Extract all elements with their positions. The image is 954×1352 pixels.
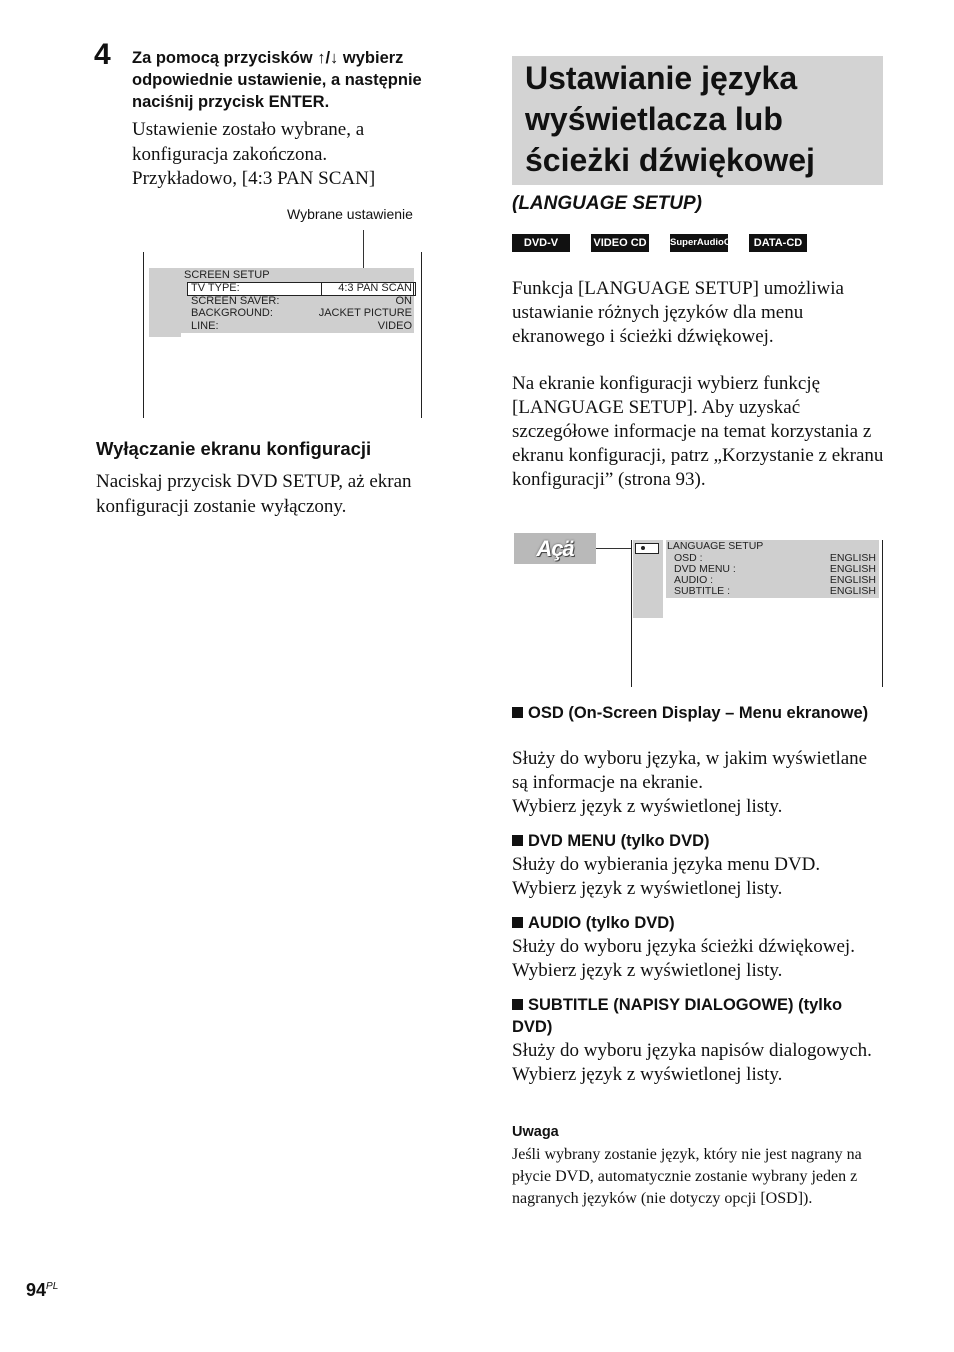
language-row-value: ENGLISH (829, 584, 876, 597)
screen-row-label: LINE: (191, 319, 219, 332)
language-tab-icon (635, 543, 659, 554)
screen-row-value: 4:3 PAN SCAN (338, 282, 412, 294)
language-setup-title: LANGUAGE SETUP (667, 540, 764, 552)
screen-row-value: JACKET PICTURE (318, 307, 412, 319)
badge-super-audio-cd: SuperAudioCD (670, 234, 728, 252)
item-osd-body: Służy do wyboru języka, w jakim wyświetlane są informacje na ekranie. Wybierz język z wyświetlonej listy. (512, 748, 868, 817)
badge-dvd-v: DVD-V (512, 234, 570, 252)
badge-data-cd: DATA-CD (749, 234, 807, 252)
step-instruction: Za pomocą przycisków ↑/↓ wybierz odpowiednie ustawienie, a następnie naciśnij przycisk ENTER. (132, 49, 422, 111)
item-subtitle-body: Służy do wyboru języka napisów dialogowych. Wybierz język z wyświetlonej listy. (512, 1040, 872, 1085)
language-row-value: ENGLISH (829, 573, 876, 586)
bullet-square-icon (512, 999, 523, 1010)
step-number: 4 (94, 38, 111, 71)
item-dvd-menu-heading: DVD MENU (tylko DVD) (512, 830, 884, 852)
icon-leader-line (596, 548, 632, 549)
screen-row-value: VIDEO (377, 319, 412, 332)
language-setup-illustration (631, 540, 883, 687)
intro-paragraph: Funkcja [LANGUAGE SETUP] umożliwia ustawianie różnych języków dla menu ekranowego i ścieżki dźwiękowej. (512, 278, 844, 347)
bullet-square-icon (512, 835, 523, 846)
language-row-label: OSD : (674, 551, 703, 564)
item-audio-body: Służy do wyboru języka ścieżki dźwiękowej. Wybierz język z wyświetlonej listy. (512, 936, 855, 981)
section-title: Ustawianie języka wyświetlacza lub ścieżki dźwiękowej (525, 60, 815, 178)
turn-off-body: Naciskaj przycisk DVD SETUP, aż ekran konfiguracji zostanie wyłączony. (96, 471, 412, 517)
screen-row-label: TV TYPE: (191, 282, 240, 294)
turn-off-heading: Wyłączanie ekranu konfiguracji (96, 438, 372, 459)
language-row-label: SUBTITLE : (674, 584, 731, 597)
section-subtitle: (LANGUAGE SETUP) (512, 193, 702, 214)
bullet-square-icon (512, 917, 523, 928)
instructions-paragraph: Na ekranie konfiguracji wybierz funkcję [LANGUAGE SETUP]. Aby uzyskać szczegółowe informacje na temat korzystania z ekranu konfiguracji, patrz „Korzystanie z ekranu konfiguracji” (strona 93). (512, 373, 884, 490)
bullet-square-icon (512, 707, 523, 718)
item-subtitle-heading: SUBTITLE (NAPISY DIALOGOWE) (tylko DVD) (512, 996, 843, 1036)
language-row-value: ENGLISH (829, 551, 876, 564)
screen-row-value: ON (395, 294, 412, 307)
callout-label: Wybrane ustawienie (287, 206, 413, 222)
screen-row-label: BACKGROUND: (191, 307, 273, 319)
screen-row-label: SCREEN SAVER: (191, 294, 280, 307)
step-result: Ustawienie zostało wybrane, a konfiguracja zakończona. Przykładowo, [4:3 PAN SCAN] (132, 119, 376, 189)
item-osd-heading: OSD (On-Screen Display – Menu ekranowe) (512, 702, 884, 724)
screen-setup-title: SCREEN SETUP (184, 269, 270, 281)
item-dvd-menu-body: Służy do wybierania języka menu DVD. Wybierz język z wyświetlonej listy. (512, 854, 821, 899)
note-heading: Uwaga (512, 1124, 559, 1140)
language-row-value: ENGLISH (829, 562, 876, 575)
badge-video-cd: VIDEO CD (591, 234, 649, 252)
item-audio-heading: AUDIO (tylko DVD) (512, 912, 884, 934)
language-row-label: DVD MENU : (674, 562, 736, 575)
screen-setup-illustration (143, 252, 422, 418)
language-row-label: AUDIO : (674, 573, 714, 586)
note-body: Jeśli wybrany zostanie język, który nie jest nagrany na płycie DVD, automatycznie zostanie wybrany jeden z nagranych języków (nie dotyczy opcji [OSD]). (512, 1146, 862, 1207)
page-number: $94^{PL}$ (26, 1280, 59, 1300)
language-icon: Açä (514, 533, 596, 564)
